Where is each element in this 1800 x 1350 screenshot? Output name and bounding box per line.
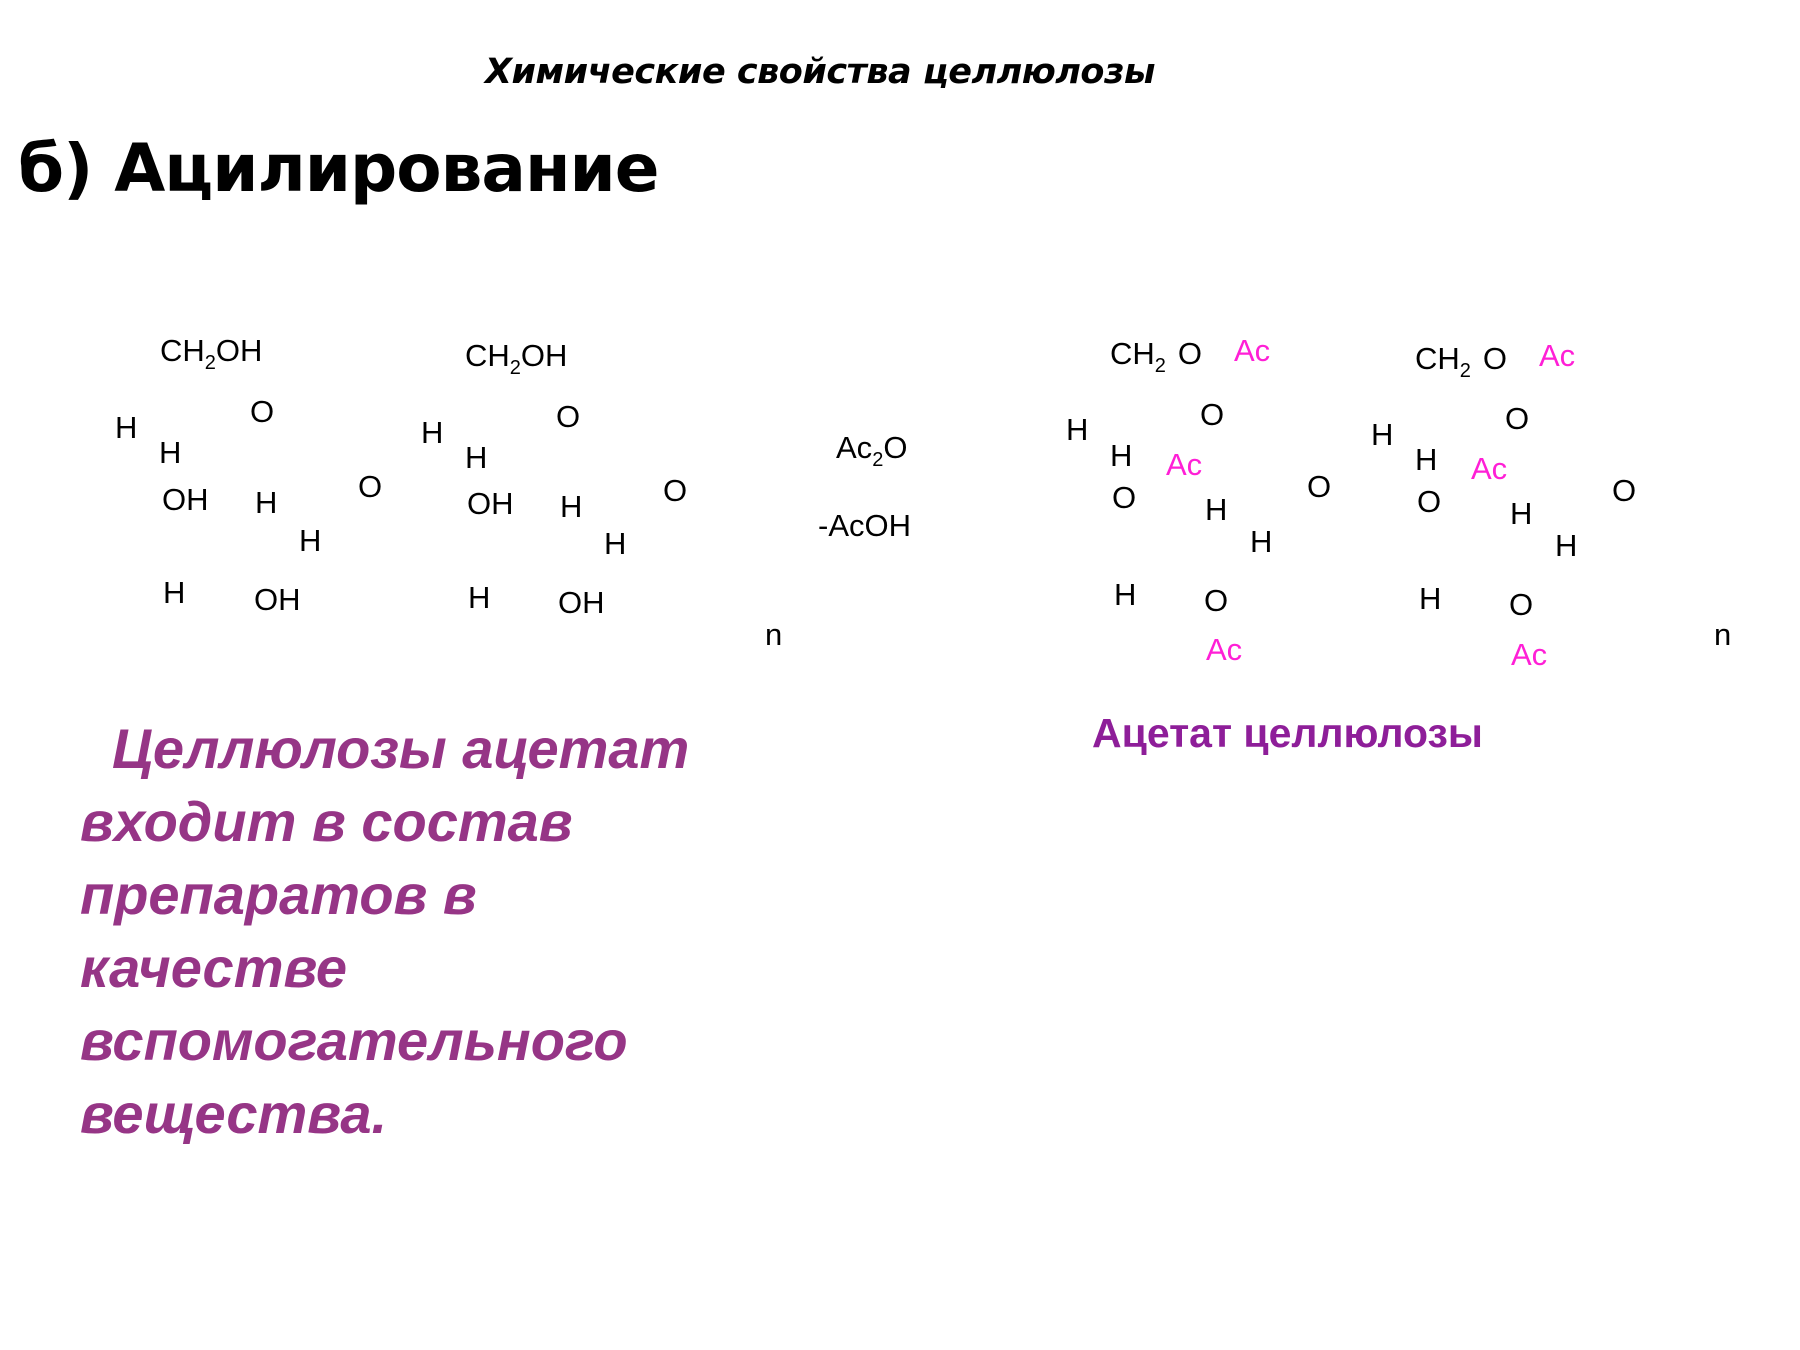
cellulose-unit1-h-c2: H xyxy=(159,435,182,470)
acetate-unit1-ac-c6: Ac xyxy=(1234,333,1271,368)
acetate-repeat-n: n xyxy=(1714,617,1732,652)
cellulose-unit1-h-c3: H xyxy=(255,485,278,520)
acetate-unit1-h-left: H xyxy=(1066,412,1089,447)
acetate-unit1-o-bottom: O xyxy=(1204,583,1229,618)
cellulose-unit1-oh-bottom: OH xyxy=(254,582,301,617)
acetate-unit1-ac-c2: Ac xyxy=(1166,447,1203,482)
acetate-unit1-ch2-group: $CH_2$ O xyxy=(1110,336,1203,377)
cellulose-unit2-oh-bottom: OH xyxy=(558,585,605,620)
page-subtitle: Химические свойства целлюлозы xyxy=(485,52,1155,92)
cellulose-unit1-h-bottom: H xyxy=(163,575,186,610)
acetate-unit2-ch2-group: $CH_2$ O xyxy=(1415,341,1508,382)
acetate-unit2-ac-c2: Ac xyxy=(1471,451,1508,486)
cellulose-unit2-ch2oh: $CH_2OH$ xyxy=(465,338,568,379)
cellulose-repeat-n: n xyxy=(765,617,783,652)
cellulose-unit2-h-left: H xyxy=(421,415,444,450)
usage-note-line: вещества. xyxy=(80,1082,388,1145)
usage-note-line: качестве xyxy=(80,936,348,999)
acetate-unit2-ac-bottom: Ac xyxy=(1511,637,1548,672)
acetate-unit2-h-c4: H xyxy=(1555,528,1578,563)
usage-note xyxy=(80,712,800,1150)
page-title: б) Ацилирование xyxy=(18,130,659,207)
cellulose-unit1-oh-c2: OH xyxy=(162,482,209,517)
byproduct-acetic-acid: -AcOH xyxy=(818,508,911,543)
cellulose-unit1-h-left: H xyxy=(115,410,138,445)
cellulose-unit1-h-c4: H xyxy=(299,523,322,558)
acetate-unit1-h-bottom: H xyxy=(1114,577,1137,612)
acetate-unit1-h-c4: H xyxy=(1250,524,1273,559)
cellulose-bridge-o: O xyxy=(358,469,383,504)
acetate-unit2-h-c2: H xyxy=(1415,442,1438,477)
acetate-unit1-h-c2: H xyxy=(1110,438,1133,473)
cellulose-unit2-h-c3: H xyxy=(560,489,583,524)
acetate-unit1-o-c2: O xyxy=(1112,480,1137,515)
acetate-unit2-h-c3: H xyxy=(1510,496,1533,531)
acetate-unit2-o-bottom: O xyxy=(1509,587,1534,622)
cellulose-unit2-h-c4: H xyxy=(604,526,627,561)
product-caption: Ацетат целлюлозы xyxy=(1092,710,1483,756)
reagent-acetic-anhydride: $Ac_2O$ xyxy=(836,430,908,471)
acetate-unit1-ac-bottom: Ac xyxy=(1206,632,1243,667)
usage-note-line: входит в состав xyxy=(80,790,573,853)
usage-note-line: вспомогательного xyxy=(80,1009,628,1072)
cellulose-end-o: O xyxy=(663,473,688,508)
cellulose-unit1-ch2oh: $CH_2OH$ xyxy=(160,333,263,374)
cellulose-unit2-ring-o: O xyxy=(556,399,581,434)
usage-note-line: Целлюлозы ацетат xyxy=(112,717,690,780)
acetate-unit1-h-c3: H xyxy=(1205,492,1228,527)
usage-note-line: препаратов в xyxy=(80,863,477,926)
acetate-unit2-h-bottom: H xyxy=(1419,581,1442,616)
acetate-unit2-o-c2: O xyxy=(1417,484,1442,519)
cellulose-unit2-oh-c2: OH xyxy=(467,486,514,521)
acetate-unit2-ring-o: O xyxy=(1505,401,1530,436)
acetate-end-o: O xyxy=(1612,473,1637,508)
acetate-unit1-ring-o: O xyxy=(1200,397,1225,432)
cellulose-unit2-h-c2: H xyxy=(465,440,488,475)
acetate-unit2-ac-c6: Ac xyxy=(1539,338,1576,373)
cellulose-unit2-h-bottom: H xyxy=(468,580,491,615)
acetate-bridge-o: O xyxy=(1307,469,1332,504)
acetate-unit2-h-left: H xyxy=(1371,417,1394,452)
cellulose-unit1-ring-o: O xyxy=(250,394,275,429)
